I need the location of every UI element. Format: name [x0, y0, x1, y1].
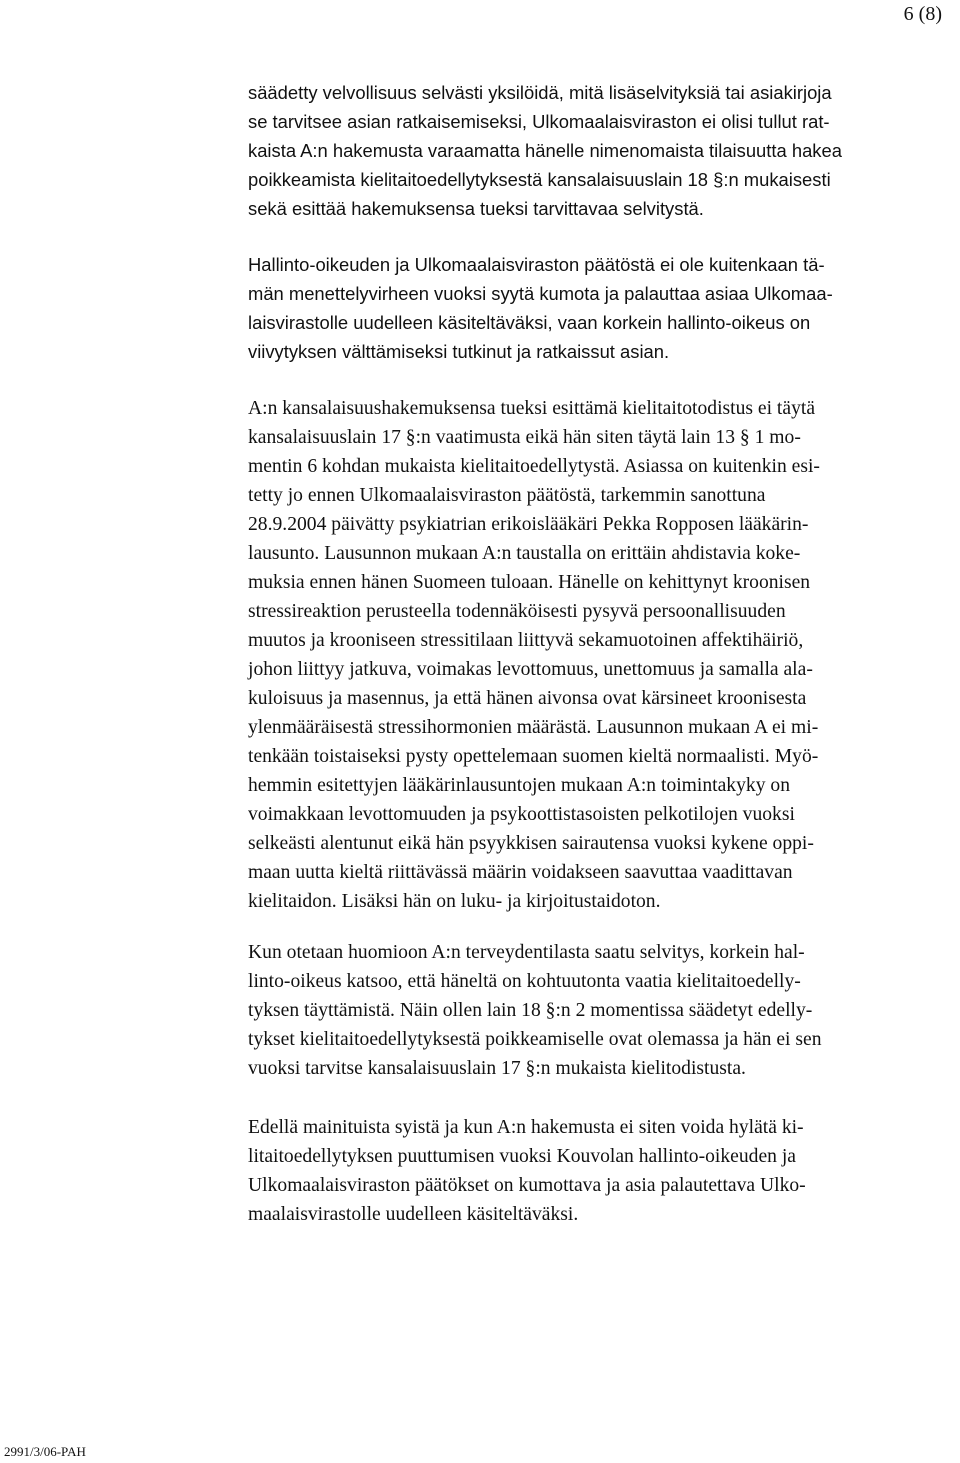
text-line: vuoksi tarvitse kansalaisuuslain 17 §:n mukaista kielitodistusta.: [248, 1058, 746, 1079]
text-line: män menettelyvirheen vuoksi syytä kumota ja palauttaa asiaa Ulkomaa-: [248, 283, 833, 304]
text-line: kuloisuus ja masennus, ja että hänen aivonsa ovat kärsineet kroonisesta: [248, 688, 807, 709]
text-line: A:n kansalaisuushakemuksensa tueksi esittämä kielitaitotodistus ei täytä: [248, 398, 816, 419]
text-line: maan uutta kieltä riittävässä määrin voidakseen saavuttaa vaadittavan: [248, 862, 793, 883]
text-line: johon liittyy jatkuva, voimakas levottomuus, unettomuus ja samalla ala-: [248, 659, 813, 680]
paragraph: [248, 938, 822, 1083]
text-line: kielitaidon. Lisäksi hän on luku- ja kirjoitustaidoton.: [248, 891, 661, 912]
text-line: tetty jo ennen Ulkomaalaisviraston päätöstä, tarkemmin sanottuna: [248, 485, 766, 506]
document-reference: 2991/3/06-PAH: [4, 1444, 86, 1459]
text-line: tykset kielitaitoedellytyksestä poikkeamiselle ovat olemassa ja hän ei sen: [248, 1029, 822, 1050]
text-line: Kun otetaan huomioon A:n terveydentilasta saatu selvitys, korkein hal-: [248, 942, 805, 963]
text-line: viivytyksen välttämiseksi tutkinut ja ratkaissut asian.: [248, 341, 670, 362]
text-line: muksia ennen hänen Suomeen tuloaan. Hänelle on kehittynyt kroonisen: [248, 572, 811, 593]
text-line: sekä esittää hakemuksensa tueksi tarvittavaa selvitystä.: [248, 198, 704, 219]
text-line: ylenmääräisestä stressihormonien määrästä. Lausunnon mukaan A ei mi-: [248, 717, 819, 738]
text-line: se tarvitsee asian ratkaisemiseksi, Ulkomaalaisviraston ei olisi tullut rat-: [248, 111, 830, 132]
text-line: Edellä mainituista syistä ja kun A:n hakemusta ei siten voida hylätä ki-: [248, 1117, 804, 1138]
text-line: kaista A:n hakemusta varaamatta hänelle nimenomaista tilaisuutta hakea: [248, 140, 842, 161]
paragraph: [248, 1113, 806, 1229]
paragraph: [248, 394, 820, 916]
text-line: muutos ja krooniseen stressitilaan liittyvä sekamuotoinen affektihäiriö,: [248, 630, 804, 651]
text-line: mentin 6 kohdan mukaista kielitaitoedellytystä. Asiassa on kuitenkin esi-: [248, 456, 820, 477]
text-line: lausunto. Lausunnon mukaan A:n taustalla on erittäin ahdistavia koke-: [248, 543, 801, 564]
page-number: 6 (8): [903, 3, 942, 25]
text-line: laisvirastolle uudelleen käsiteltäväksi, vaan korkein hallinto-oikeus on: [248, 312, 811, 333]
text-line: litaitoedellytyksen puuttumisen vuoksi Kouvolan hallinto-oikeuden ja: [248, 1146, 796, 1167]
text-line: Ulkomaalaisviraston päätökset on kumottava ja asia palautettava Ulko-: [248, 1175, 806, 1196]
text-line: selkeästi alentunut eikä hän psyykkisen sairautensa vuoksi kykene oppi-: [248, 833, 814, 854]
text-line: kansalaisuuslain 17 §:n vaatimusta eikä hän siten täytä lain 13 § 1 mo-: [248, 427, 801, 448]
text-line: stressireaktion perusteella todennäköisesti pysyvä persoonallisuuden: [248, 601, 786, 622]
paragraph: [248, 78, 842, 223]
text-line: säädetty velvollisuus selvästi yksilöidä, mitä lisäselvityksiä tai asiakirjoja: [248, 82, 832, 103]
text-line: linto-oikeus katsoo, että häneltä on kohtuutonta vaatia kielitaitoedelly-: [248, 971, 801, 992]
text-line: maalaisvirastolle uudelleen käsiteltäväksi.: [248, 1204, 579, 1225]
text-line: poikkeamista kielitaitoedellytyksestä kansalaisuuslain 18 §:n mukaisesti: [248, 169, 831, 190]
paragraph: [248, 250, 833, 366]
text-line: Hallinto-oikeuden ja Ulkomaalaisviraston päätöstä ei ole kuitenkaan tä-: [248, 254, 825, 275]
text-line: 28.9.2004 päivätty psykiatrian erikoislääkäri Pekka Ropposen lääkärin-: [248, 514, 809, 535]
text-line: voimakkaan levottomuuden ja psykoottistasoisten pelkotilojen vuoksi: [248, 804, 795, 825]
text-line: tyksen täyttämistä. Näin ollen lain 18 §:n 2 momentissa säädetyt edelly-: [248, 1000, 813, 1021]
text-line: tenkään toistaiseksi pysty opettelemaan suomen kieltä normaalisti. Myö-: [248, 746, 819, 767]
text-line: hemmin esitettyjen lääkärinlausuntojen mukaan A:n toimintakyky on: [248, 775, 790, 796]
